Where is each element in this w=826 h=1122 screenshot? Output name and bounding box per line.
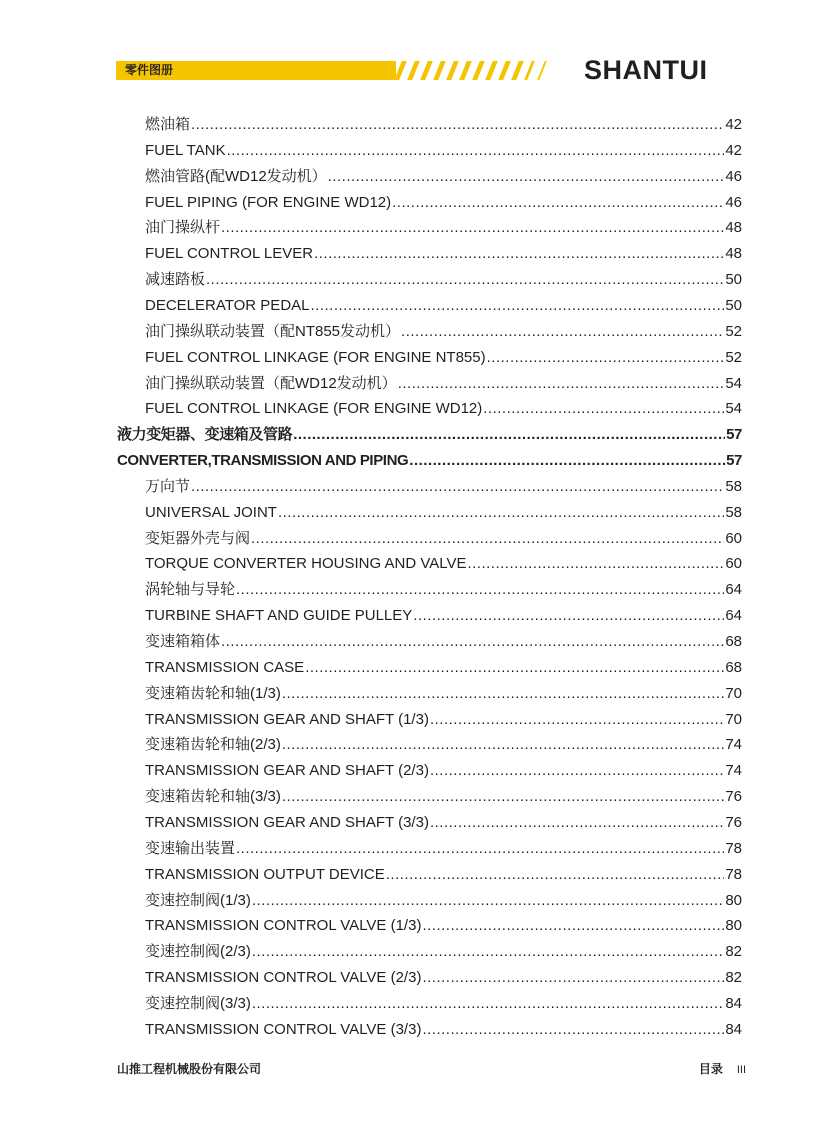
footer-section-label: 目录 <box>698 1062 723 1076</box>
toc-entry[interactable] <box>145 915 742 937</box>
toc-entry-page: 46 <box>725 193 742 211</box>
toc-dot-leader <box>422 967 724 989</box>
toc-entry-title: 变速控制阀(1/3) <box>145 891 251 909</box>
toc-entry[interactable] <box>145 760 742 782</box>
toc-entry-page: 50 <box>725 271 742 289</box>
toc-entry-title: 油门操纵联动装置（配NT855发动机） <box>145 322 401 340</box>
toc-entry[interactable] <box>145 864 742 886</box>
toc-entry[interactable] <box>145 631 742 653</box>
toc-dot-leader <box>278 502 724 524</box>
toc-entry-title: CONVERTER,TRANSMISSION AND PIPING <box>117 452 409 470</box>
toc-entry-title: DECELERATOR PEDAL <box>145 296 310 314</box>
toc-entry-title: TRANSMISSION CONTROL VALVE (1/3) <box>145 917 422 935</box>
toc-entry[interactable] <box>145 605 742 627</box>
toc-entry[interactable] <box>145 321 742 343</box>
toc-entry-page: 57 <box>726 452 742 470</box>
header-stripe <box>485 61 498 80</box>
toc-entry-page: 76 <box>725 788 742 806</box>
toc-entry[interactable] <box>145 166 742 188</box>
toc-entry-page: 84 <box>725 994 742 1012</box>
toc-entry[interactable] <box>145 528 742 550</box>
toc-dot-leader <box>227 140 725 162</box>
toc-dot-leader <box>305 657 724 679</box>
toc-entry[interactable] <box>145 579 742 601</box>
header-stripe <box>459 61 472 80</box>
toc-entry-page: 70 <box>725 710 742 728</box>
toc-entry-title: 涡轮轴与导轮 <box>145 581 236 599</box>
toc-entry-title: TURBINE SHAFT AND GUIDE PULLEY <box>145 607 413 625</box>
toc-entry[interactable] <box>145 734 742 756</box>
toc-entry[interactable] <box>145 192 742 214</box>
toc-entry-title: 万向节 <box>145 477 191 495</box>
toc-entry-title: TRANSMISSION GEAR AND SHAFT (2/3) <box>145 762 429 780</box>
toc-entry-title: 燃油箱 <box>145 116 191 133</box>
toc-entry-page: 68 <box>725 658 742 676</box>
toc-entry[interactable] <box>145 347 742 369</box>
toc-dot-leader <box>191 476 724 498</box>
toc-dot-leader <box>311 295 725 317</box>
toc-entry-page: 84 <box>725 1020 742 1038</box>
toc-dot-leader <box>422 1019 724 1041</box>
toc-entry[interactable] <box>145 295 742 317</box>
toc-entry-page: 70 <box>725 684 742 702</box>
toc-dot-leader <box>409 450 725 472</box>
toc-entry-page: 64 <box>725 607 742 625</box>
toc-entry[interactable] <box>117 424 742 446</box>
brand-logo: SHANTUI <box>584 55 708 85</box>
toc-entry-title: 变矩器外壳与阀 <box>145 529 251 547</box>
toc-entry[interactable] <box>145 786 742 808</box>
footer-page-info <box>699 1061 746 1078</box>
toc-entry-title: TRANSMISSION CASE <box>145 658 305 676</box>
toc-dot-leader <box>293 424 725 446</box>
toc-dot-leader <box>430 760 724 782</box>
toc-dot-leader <box>328 166 725 188</box>
toc-dot-leader <box>252 993 724 1015</box>
toc-entry[interactable] <box>145 967 742 989</box>
toc-dot-leader <box>422 915 724 937</box>
toc-dot-leader <box>236 579 724 601</box>
toc-entry[interactable] <box>145 553 742 575</box>
toc-entry[interactable] <box>117 450 742 472</box>
toc-entry-page: 64 <box>725 581 742 599</box>
toc-entry[interactable] <box>145 373 742 395</box>
toc-dot-leader <box>221 631 724 653</box>
toc-entry-title: TORQUE CONVERTER HOUSING AND VALVE <box>145 555 467 573</box>
toc-dot-leader <box>252 890 724 912</box>
toc-dot-leader <box>314 243 724 265</box>
toc-entry-title: 油门操纵杆 <box>145 219 221 237</box>
toc-entry-page: 82 <box>725 943 742 961</box>
toc-entry[interactable] <box>145 838 742 860</box>
header-stripe <box>446 61 459 80</box>
toc-dot-leader <box>251 528 724 550</box>
toc-entry-title: TRANSMISSION CONTROL VALVE (2/3) <box>145 969 422 987</box>
toc-entry[interactable] <box>145 502 742 524</box>
toc-dot-leader <box>487 347 725 369</box>
toc-entry[interactable] <box>145 269 742 291</box>
header-stripe <box>498 61 511 80</box>
toc-entry[interactable] <box>145 243 742 265</box>
toc-entry-title: FUEL CONTROL LEVER <box>145 245 314 263</box>
toc-entry-page: 46 <box>725 167 742 185</box>
footer-page-number: III <box>736 1064 746 1076</box>
toc-dot-leader <box>282 683 724 705</box>
header-stripe <box>394 61 407 80</box>
toc-dot-leader <box>401 321 724 343</box>
toc-entry-page: 76 <box>725 813 742 831</box>
toc-entry-page: 60 <box>725 529 742 547</box>
toc-entry-page: 54 <box>725 400 742 418</box>
toc-entry[interactable] <box>145 993 742 1015</box>
toc-entry[interactable] <box>145 398 742 420</box>
toc-entry[interactable] <box>145 890 742 912</box>
toc-entry-page: 74 <box>725 762 742 780</box>
toc-entry-page: 57 <box>726 426 742 444</box>
toc-entry-page: 80 <box>725 917 742 935</box>
toc-dot-leader <box>483 398 724 420</box>
toc-entry-page: 54 <box>725 374 742 392</box>
toc-entry[interactable] <box>145 709 742 731</box>
toc-entry-title: TRANSMISSION GEAR AND SHAFT (3/3) <box>145 813 429 831</box>
toc-entry-title: 变速箱齿轮和轴(1/3) <box>145 684 281 702</box>
header-label: 零件图册 <box>125 63 174 77</box>
toc-entry-title: 变速箱箱体 <box>145 633 221 650</box>
toc-dot-leader <box>398 373 725 395</box>
toc-entry-page: 52 <box>725 348 742 366</box>
header-stripe <box>420 61 433 80</box>
toc-entry-title: UNIVERSAL JOINT <box>145 503 277 521</box>
toc-entry-title: TRANSMISSION CONTROL VALVE (3/3) <box>145 1020 422 1038</box>
toc-dot-leader <box>252 941 724 963</box>
toc-dot-leader <box>191 114 724 136</box>
header-stripe <box>537 61 547 80</box>
toc-entry-title: TRANSMISSION GEAR AND SHAFT (1/3) <box>145 710 429 728</box>
toc-dot-leader <box>386 864 725 886</box>
toc-entry-page: 68 <box>725 633 742 650</box>
toc-dot-leader <box>221 217 724 239</box>
header-stripe <box>524 61 535 80</box>
toc-entry-title: FUEL CONTROL LINKAGE (FOR ENGINE WD12) <box>145 400 483 418</box>
toc-entry[interactable] <box>145 941 742 963</box>
toc-entry-page: 80 <box>725 891 742 909</box>
toc-dot-leader <box>430 812 724 834</box>
toc-entry-page: 50 <box>725 296 742 314</box>
toc-entry-title: 变速箱齿轮和轴(3/3) <box>145 788 281 806</box>
toc-entry-page: 82 <box>725 969 742 987</box>
toc-entry-title: FUEL PIPING (FOR ENGINE WD12) <box>145 193 392 211</box>
toc-entry-title: 变速箱齿轮和轴(2/3) <box>145 736 281 754</box>
header-stripe <box>433 61 446 80</box>
toc-entry-page: 48 <box>725 219 742 237</box>
toc-entry[interactable] <box>145 114 742 136</box>
toc-entry-page: 52 <box>725 322 742 340</box>
toc-entry-title: 燃油管路(配WD12发动机） <box>145 167 327 185</box>
footer-company: 山推工程机械股份有限公司 <box>117 1062 262 1076</box>
toc-dot-leader <box>430 709 724 731</box>
header-stripe <box>472 61 485 80</box>
toc-entry-page: 60 <box>725 555 742 573</box>
toc-entry-title: TRANSMISSION OUTPUT DEVICE <box>145 865 385 883</box>
toc-entry[interactable] <box>145 1019 742 1041</box>
toc-entry[interactable] <box>145 683 742 705</box>
toc-entry-page: 74 <box>725 736 742 754</box>
toc-dot-leader <box>392 192 724 214</box>
toc-entry-title: FUEL TANK <box>145 141 226 159</box>
toc-entry-page: 48 <box>725 245 742 263</box>
toc-entry[interactable] <box>145 812 742 834</box>
toc-dot-leader <box>413 605 724 627</box>
toc-entry-title: 变速输出装置 <box>145 839 236 857</box>
toc-dot-leader <box>236 838 724 860</box>
toc-entry[interactable] <box>145 476 742 498</box>
toc-entry-title: 减速踏板 <box>145 271 206 289</box>
toc-entry-title: 油门操纵联动装置（配WD12发动机） <box>145 374 397 392</box>
toc-entry-title: 液力变矩器、变速箱及管路 <box>117 426 293 444</box>
toc-entry-page: 78 <box>725 839 742 857</box>
toc-entry-page: 58 <box>725 503 742 521</box>
toc-entry[interactable] <box>145 140 742 162</box>
toc-entry-title: 变速控制阀(2/3) <box>145 943 251 961</box>
toc-entry-title: 变速控制阀(3/3) <box>145 994 251 1012</box>
toc-entry[interactable] <box>145 217 742 239</box>
header-stripe <box>407 61 420 80</box>
toc-dot-leader <box>282 786 724 808</box>
toc-entry[interactable] <box>145 657 742 679</box>
header-stripe <box>511 61 524 80</box>
toc-entry-page: 42 <box>725 116 742 133</box>
toc-dot-leader <box>206 269 724 291</box>
toc-entry-page: 78 <box>725 865 742 883</box>
toc-entry-page: 58 <box>725 477 742 495</box>
toc-dot-leader <box>467 553 724 575</box>
toc-entry-title: FUEL CONTROL LINKAGE (FOR ENGINE NT855) <box>145 348 486 366</box>
toc-entry-page: 42 <box>725 141 742 159</box>
toc-dot-leader <box>282 734 724 756</box>
